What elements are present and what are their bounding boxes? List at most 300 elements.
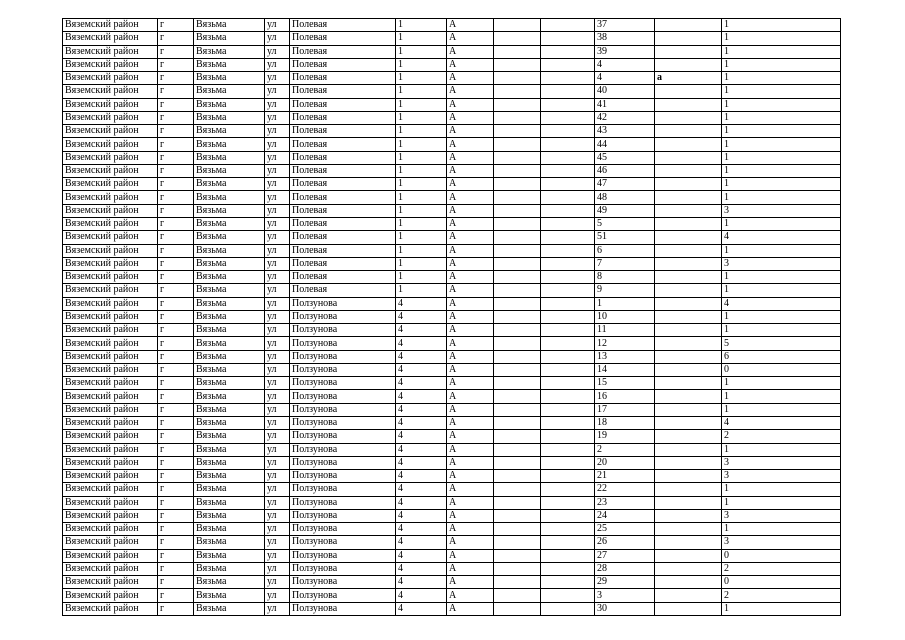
street-type-cell: ул [265,337,290,350]
district-cell: Вяземский район [63,523,158,536]
table-row [63,45,841,58]
category-cell: А [447,390,494,403]
district-cell: Вяземский район [63,602,158,615]
settlement-type-cell: г [158,257,194,270]
street-cell: Полевая [290,164,396,177]
district-cell: Вяземский район [63,483,158,496]
code-cell: 4 [396,337,447,350]
table-body [63,19,841,616]
count-cell: 1 [722,310,841,323]
settlement-type-cell: г [158,217,194,230]
building-letter-cell [655,337,722,350]
table-row [63,470,841,483]
building-letter-cell [655,310,722,323]
blank-cell-a [494,377,541,390]
category-cell: А [447,310,494,323]
street-cell: Ползунова [290,576,396,589]
count-cell: 2 [722,430,841,443]
street-cell: Полевая [290,32,396,45]
category-cell: А [447,178,494,191]
table-row [63,297,841,310]
blank-cell-b [541,310,595,323]
street-type-cell: ул [265,271,290,284]
blank-cell-a [494,257,541,270]
blank-cell-a [494,523,541,536]
district-cell: Вяземский район [63,470,158,483]
blank-cell-a [494,125,541,138]
blank-cell-b [541,204,595,217]
settlement-cell: Вязьма [194,589,265,602]
table-row [63,403,841,416]
settlement-cell: Вязьма [194,151,265,164]
house-number-cell: 39 [595,45,655,58]
district-cell: Вяземский район [63,178,158,191]
table-row [63,390,841,403]
house-number-cell: 25 [595,523,655,536]
street-cell: Ползунова [290,324,396,337]
table-row [63,496,841,509]
street-type-cell: ул [265,602,290,615]
settlement-type-cell: г [158,164,194,177]
category-cell: А [447,456,494,469]
district-cell: Вяземский район [63,217,158,230]
count-cell: 1 [722,98,841,111]
house-number-cell: 49 [595,204,655,217]
category-cell: А [447,244,494,257]
category-cell: А [447,337,494,350]
count-cell: 1 [722,496,841,509]
count-cell: 1 [722,443,841,456]
building-letter-cell [655,377,722,390]
table-row [63,549,841,562]
settlement-type-cell: г [158,191,194,204]
house-number-cell: 51 [595,231,655,244]
category-cell: А [447,204,494,217]
count-cell: 1 [722,324,841,337]
settlement-type-cell: г [158,284,194,297]
settlement-cell: Вязьма [194,443,265,456]
count-cell: 3 [722,536,841,549]
code-cell: 4 [396,523,447,536]
street-type-cell: ул [265,72,290,85]
blank-cell-b [541,576,595,589]
blank-cell-a [494,217,541,230]
count-cell: 1 [722,138,841,151]
blank-cell-b [541,32,595,45]
street-cell: Полевая [290,138,396,151]
street-cell: Ползунова [290,509,396,522]
blank-cell-a [494,337,541,350]
street-type-cell: ул [265,98,290,111]
count-cell: 1 [722,85,841,98]
code-cell: 4 [396,443,447,456]
street-cell: Полевая [290,204,396,217]
table-row [63,430,841,443]
code-cell: 4 [396,416,447,429]
category-cell: А [447,470,494,483]
district-cell: Вяземский район [63,549,158,562]
district-cell: Вяземский район [63,337,158,350]
blank-cell-b [541,509,595,522]
building-letter-cell [655,416,722,429]
code-cell: 1 [396,45,447,58]
category-cell: А [447,217,494,230]
house-number-cell: 7 [595,257,655,270]
district-cell: Вяземский район [63,191,158,204]
street-cell: Полевая [290,231,396,244]
count-cell: 4 [722,416,841,429]
table-row [63,72,841,85]
building-letter-cell [655,178,722,191]
table-row [63,509,841,522]
house-number-cell: 47 [595,178,655,191]
category-cell: А [447,483,494,496]
blank-cell-a [494,151,541,164]
house-number-cell: 42 [595,111,655,124]
code-cell: 4 [396,549,447,562]
building-letter-cell [655,390,722,403]
street-cell: Полевая [290,98,396,111]
blank-cell-a [494,138,541,151]
district-cell: Вяземский район [63,111,158,124]
code-cell: 4 [396,377,447,390]
street-type-cell: ул [265,483,290,496]
blank-cell-b [541,19,595,32]
settlement-type-cell: г [158,45,194,58]
building-letter-cell [655,576,722,589]
settlement-cell: Вязьма [194,297,265,310]
blank-cell-b [541,231,595,244]
building-letter-cell [655,138,722,151]
building-letter-cell [655,45,722,58]
house-number-cell: 46 [595,164,655,177]
code-cell: 1 [396,191,447,204]
blank-cell-b [541,217,595,230]
code-cell: 4 [396,470,447,483]
table-row [63,257,841,270]
building-letter-cell [655,523,722,536]
district-cell: Вяземский район [63,125,158,138]
code-cell: 4 [396,310,447,323]
settlement-type-cell: г [158,523,194,536]
building-letter-cell [655,151,722,164]
table-row [63,98,841,111]
settlement-type-cell: г [158,536,194,549]
code-cell: 1 [396,204,447,217]
table-row [63,576,841,589]
street-cell: Ползунова [290,536,396,549]
blank-cell-a [494,297,541,310]
building-letter-cell [655,58,722,71]
code-cell: 1 [396,217,447,230]
house-number-cell: 37 [595,19,655,32]
street-cell: Ползунова [290,403,396,416]
blank-cell-a [494,324,541,337]
blank-cell-a [494,416,541,429]
building-letter-cell [655,191,722,204]
category-cell: А [447,589,494,602]
table-row [63,536,841,549]
street-type-cell: ул [265,509,290,522]
building-letter-cell [655,324,722,337]
district-cell: Вяземский район [63,324,158,337]
street-cell: Ползунова [290,350,396,363]
blank-cell-b [541,456,595,469]
count-cell: 1 [722,45,841,58]
street-type-cell: ул [265,470,290,483]
table-row [63,244,841,257]
blank-cell-a [494,549,541,562]
settlement-type-cell: г [158,403,194,416]
blank-cell-b [541,138,595,151]
code-cell: 4 [396,350,447,363]
settlement-cell: Вязьма [194,403,265,416]
category-cell: А [447,562,494,575]
settlement-type-cell: г [158,483,194,496]
category-cell: А [447,416,494,429]
street-type-cell: ул [265,549,290,562]
table-row [63,151,841,164]
blank-cell-a [494,456,541,469]
settlement-type-cell: г [158,244,194,257]
settlement-cell: Вязьма [194,549,265,562]
settlement-cell: Вязьма [194,178,265,191]
count-cell: 1 [722,32,841,45]
house-number-cell: 26 [595,536,655,549]
street-type-cell: ул [265,562,290,575]
blank-cell-a [494,19,541,32]
building-letter-cell [655,98,722,111]
street-type-cell: ул [265,350,290,363]
category-cell: А [447,72,494,85]
street-type-cell: ул [265,284,290,297]
house-number-cell: 8 [595,271,655,284]
street-cell: Ползунова [290,549,396,562]
blank-cell-a [494,430,541,443]
category-cell: А [447,363,494,376]
settlement-type-cell: г [158,324,194,337]
street-cell: Ползунова [290,416,396,429]
blank-cell-a [494,98,541,111]
house-number-cell: 41 [595,98,655,111]
count-cell: 1 [722,483,841,496]
district-cell: Вяземский район [63,377,158,390]
category-cell: А [447,377,494,390]
street-cell: Полевая [290,125,396,138]
street-cell: Ползунова [290,430,396,443]
blank-cell-b [541,589,595,602]
settlement-type-cell: г [158,85,194,98]
settlement-cell: Вязьма [194,85,265,98]
blank-cell-b [541,562,595,575]
street-type-cell: ул [265,178,290,191]
table-row [63,125,841,138]
house-number-cell: 23 [595,496,655,509]
category-cell: А [447,403,494,416]
building-letter-cell [655,19,722,32]
code-cell: 1 [396,72,447,85]
table-row [63,231,841,244]
building-letter-cell [655,602,722,615]
building-letter-cell [655,363,722,376]
street-cell: Ползунова [290,297,396,310]
blank-cell-b [541,390,595,403]
category-cell: А [447,443,494,456]
settlement-cell: Вязьма [194,111,265,124]
blank-cell-b [541,111,595,124]
settlement-type-cell: г [158,337,194,350]
table-row [63,217,841,230]
table-row [63,363,841,376]
house-number-cell: 30 [595,602,655,615]
house-number-cell: 48 [595,191,655,204]
settlement-cell: Вязьма [194,32,265,45]
building-letter-cell [655,443,722,456]
settlement-cell: Вязьма [194,602,265,615]
settlement-cell: Вязьма [194,271,265,284]
code-cell: 4 [396,324,447,337]
settlement-cell: Вязьма [194,204,265,217]
house-number-cell: 4 [595,72,655,85]
blank-cell-b [541,496,595,509]
table-row [63,377,841,390]
settlement-cell: Вязьма [194,231,265,244]
settlement-type-cell: г [158,72,194,85]
district-cell: Вяземский район [63,443,158,456]
category-cell: А [447,257,494,270]
settlement-cell: Вязьма [194,19,265,32]
street-type-cell: ул [265,390,290,403]
district-cell: Вяземский район [63,310,158,323]
category-cell: А [447,19,494,32]
table-row [63,32,841,45]
table-row [63,284,841,297]
settlement-type-cell: г [158,350,194,363]
blank-cell-b [541,125,595,138]
count-cell: 5 [722,337,841,350]
count-cell: 1 [722,244,841,257]
blank-cell-a [494,72,541,85]
category-cell: А [447,496,494,509]
count-cell: 1 [722,284,841,297]
building-letter-cell [655,350,722,363]
settlement-cell: Вязьма [194,191,265,204]
code-cell: 1 [396,178,447,191]
settlement-type-cell: г [158,310,194,323]
count-cell: 1 [722,151,841,164]
table-row [63,416,841,429]
building-letter-cell [655,403,722,416]
house-number-cell: 13 [595,350,655,363]
street-cell: Ползунова [290,483,396,496]
settlement-cell: Вязьма [194,363,265,376]
count-cell: 6 [722,350,841,363]
code-cell: 1 [396,32,447,45]
house-number-cell: 20 [595,456,655,469]
blank-cell-b [541,549,595,562]
settlement-type-cell: г [158,576,194,589]
street-cell: Полевая [290,85,396,98]
street-type-cell: ул [265,377,290,390]
code-cell: 4 [396,483,447,496]
table-row [63,483,841,496]
house-number-cell: 44 [595,138,655,151]
settlement-cell: Вязьма [194,430,265,443]
blank-cell-a [494,284,541,297]
code-cell: 4 [396,576,447,589]
street-type-cell: ул [265,310,290,323]
category-cell: А [447,576,494,589]
settlement-type-cell: г [158,416,194,429]
building-letter-cell [655,509,722,522]
district-cell: Вяземский район [63,257,158,270]
street-type-cell: ул [265,257,290,270]
blank-cell-a [494,470,541,483]
blank-cell-b [541,297,595,310]
blank-cell-a [494,509,541,522]
street-cell: Ползунова [290,390,396,403]
street-type-cell: ул [265,536,290,549]
settlement-cell: Вязьма [194,536,265,549]
blank-cell-a [494,32,541,45]
street-type-cell: ул [265,204,290,217]
settlement-type-cell: г [158,19,194,32]
blank-cell-b [541,45,595,58]
district-cell: Вяземский район [63,536,158,549]
street-type-cell: ул [265,217,290,230]
settlement-cell: Вязьма [194,138,265,151]
count-cell: 1 [722,178,841,191]
settlement-type-cell: г [158,589,194,602]
code-cell: 1 [396,85,447,98]
building-letter-cell [655,257,722,270]
street-type-cell: ул [265,191,290,204]
building-letter-cell [655,496,722,509]
table-row [63,164,841,177]
settlement-type-cell: г [158,363,194,376]
district-cell: Вяземский район [63,496,158,509]
district-cell: Вяземский район [63,72,158,85]
house-number-cell: 15 [595,377,655,390]
street-cell: Ползунова [290,523,396,536]
street-type-cell: ул [265,151,290,164]
district-cell: Вяземский район [63,403,158,416]
blank-cell-b [541,72,595,85]
house-number-cell: 24 [595,509,655,522]
blank-cell-b [541,85,595,98]
table-row [63,85,841,98]
house-number-cell: 28 [595,562,655,575]
settlement-type-cell: г [158,178,194,191]
settlement-cell: Вязьма [194,470,265,483]
code-cell: 1 [396,164,447,177]
district-cell: Вяземский район [63,32,158,45]
settlement-cell: Вязьма [194,45,265,58]
settlement-cell: Вязьма [194,284,265,297]
house-number-cell: 18 [595,416,655,429]
district-cell: Вяземский район [63,589,158,602]
count-cell: 1 [722,19,841,32]
street-type-cell: ул [265,324,290,337]
district-cell: Вяземский район [63,204,158,217]
house-number-cell: 5 [595,217,655,230]
building-letter-cell [655,549,722,562]
blank-cell-b [541,536,595,549]
code-cell: 4 [396,390,447,403]
settlement-cell: Вязьма [194,217,265,230]
category-cell: А [447,231,494,244]
blank-cell-a [494,496,541,509]
